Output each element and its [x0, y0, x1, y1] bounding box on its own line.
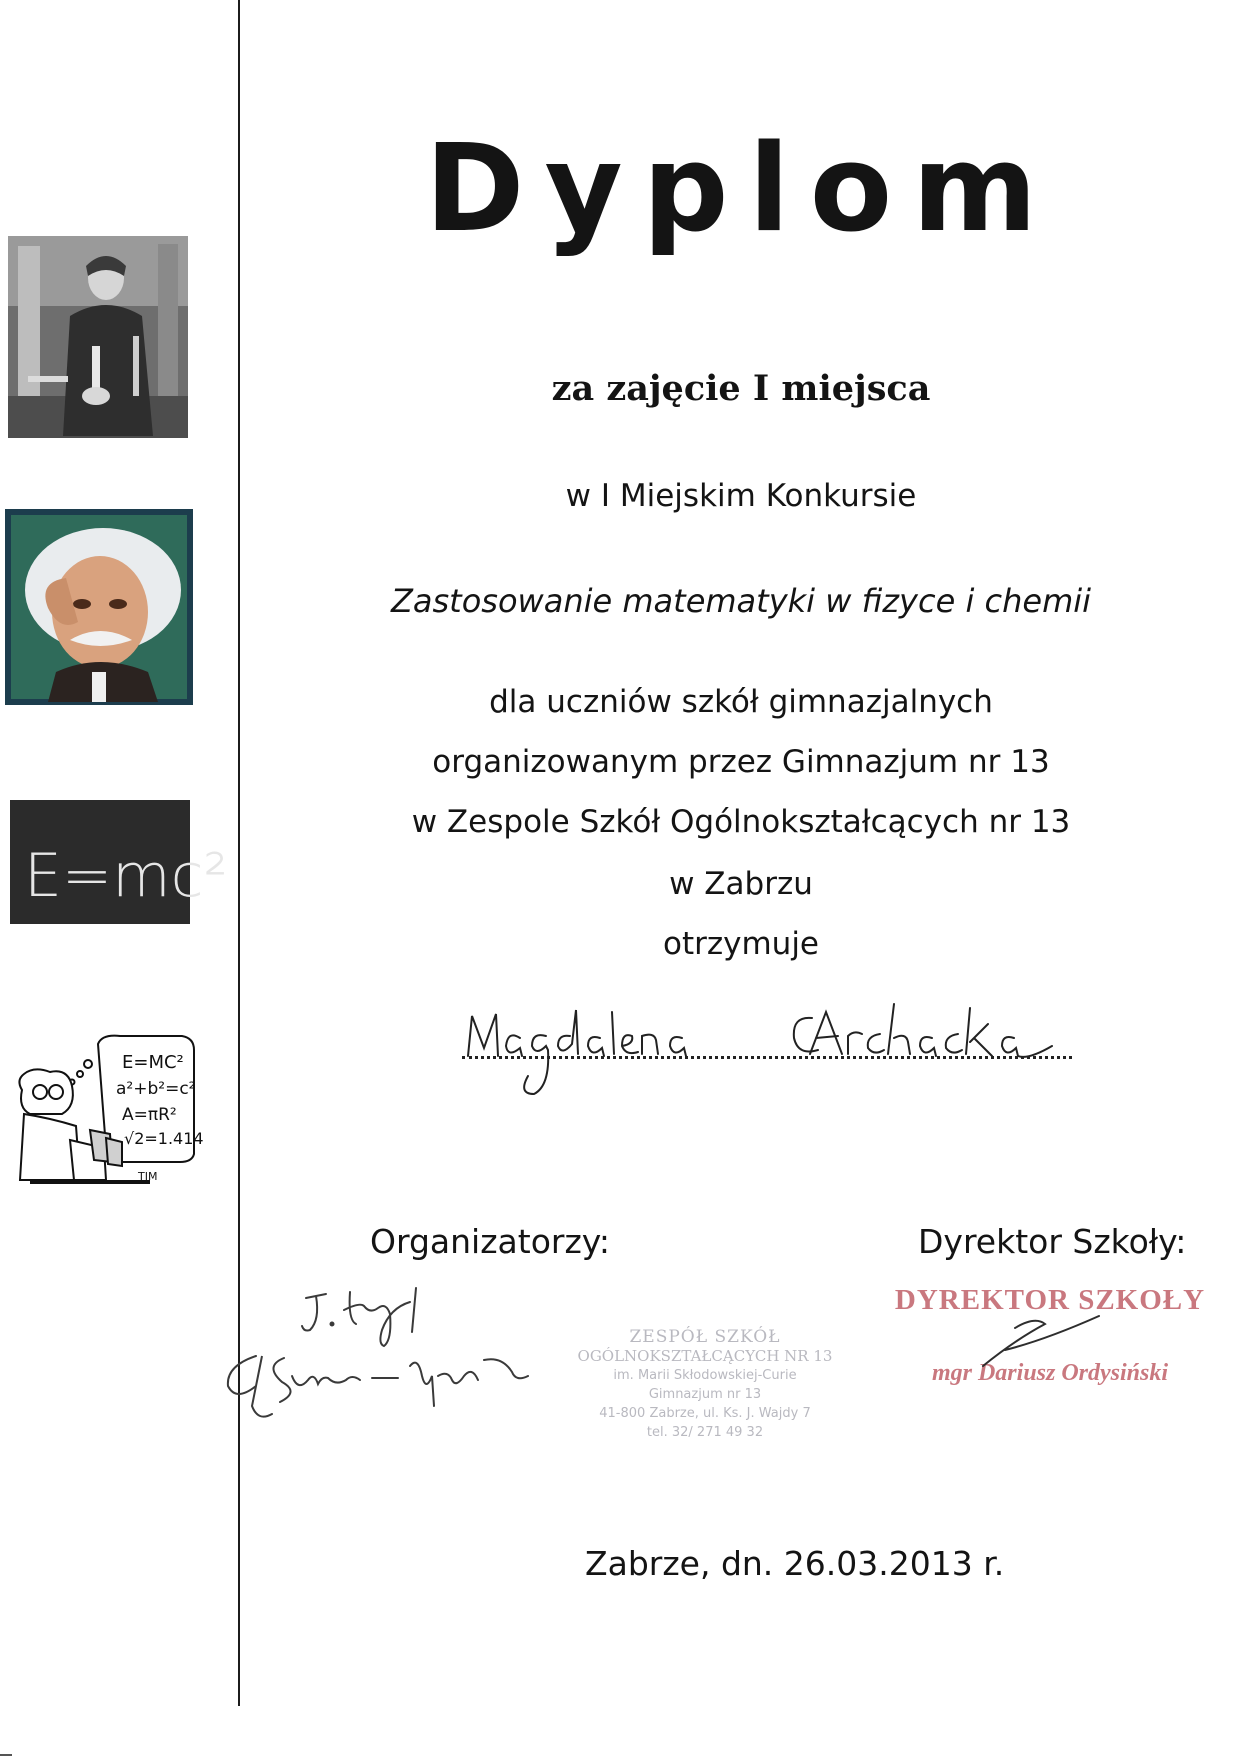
- issue-date: Zabrze, dn. 26.03.2013 r.: [585, 1544, 1005, 1583]
- cartoon-formula-2: a²+b²=c²: [116, 1079, 196, 1099]
- cartoon-formula-4: √2=1.414: [124, 1129, 204, 1148]
- cartoon-formula-3: A=πR²: [122, 1105, 177, 1125]
- award-subtitle: za zajęcie I miejsca: [551, 368, 931, 409]
- director-name: mgr Dariusz Ordysiński: [931, 1360, 1169, 1386]
- stamp-line-2: OGÓLNOKSZTAŁCĄCYCH NR 13: [577, 1347, 833, 1365]
- scientist-photo: [8, 236, 188, 438]
- director-label: Dyrektor Szkoły:: [918, 1222, 1187, 1261]
- stamp-line-1: ZESPÓŁ SZKÓŁ: [629, 1327, 781, 1347]
- formula-board-text: E=mc²: [24, 841, 228, 911]
- competition-name: Zastosowanie matematyki w fizyce i chemii: [390, 582, 1092, 620]
- director-signature: [975, 1310, 1105, 1370]
- director-stamp-title: DYREKTOR SZKOŁY: [894, 1284, 1206, 1316]
- body-line-3: w Zespole Szkół Ogólnokształcących nr 13: [411, 804, 1071, 840]
- cartoon-scientist: [10, 1030, 204, 1190]
- body-line-2: organizowanym przez Gimnazjum nr 13: [432, 744, 1050, 780]
- diploma-text-column: [240, 0, 1242, 1756]
- body-line-4: w Zabrzu: [669, 866, 813, 902]
- chalkboard-image: [10, 800, 228, 924]
- stamp-line-6: tel. 32/ 271 49 32: [646, 1425, 764, 1440]
- organizer-signature-2: [222, 1336, 542, 1426]
- competition-line: w I Miejskim Konkursie: [565, 478, 917, 514]
- cartoon-signature: TIM: [138, 1170, 158, 1183]
- body-line-5: otrzymuje: [662, 926, 819, 962]
- school-stamp: [555, 1328, 855, 1442]
- recipient-name-field: [462, 990, 1082, 1110]
- physicist-portrait: [8, 512, 190, 702]
- stamp-line-5: 41-800 Zabrze, ul. Ks. J. Wajdy 7: [599, 1406, 811, 1421]
- stamp-line-4: Gimnazjum nr 13: [648, 1387, 762, 1402]
- diploma-title: Dyplom: [424, 120, 1058, 259]
- cartoon-formula-1: E=MC²: [122, 1052, 184, 1073]
- body-line-1: dla uczniów szkół gimnazjalnych: [489, 684, 993, 720]
- stamp-line-3: im. Marii Skłodowskiej-Curie: [613, 1368, 797, 1383]
- recipient-handwritten-name: [462, 990, 1082, 1110]
- organizers-label: Organizatorzy:: [370, 1222, 611, 1261]
